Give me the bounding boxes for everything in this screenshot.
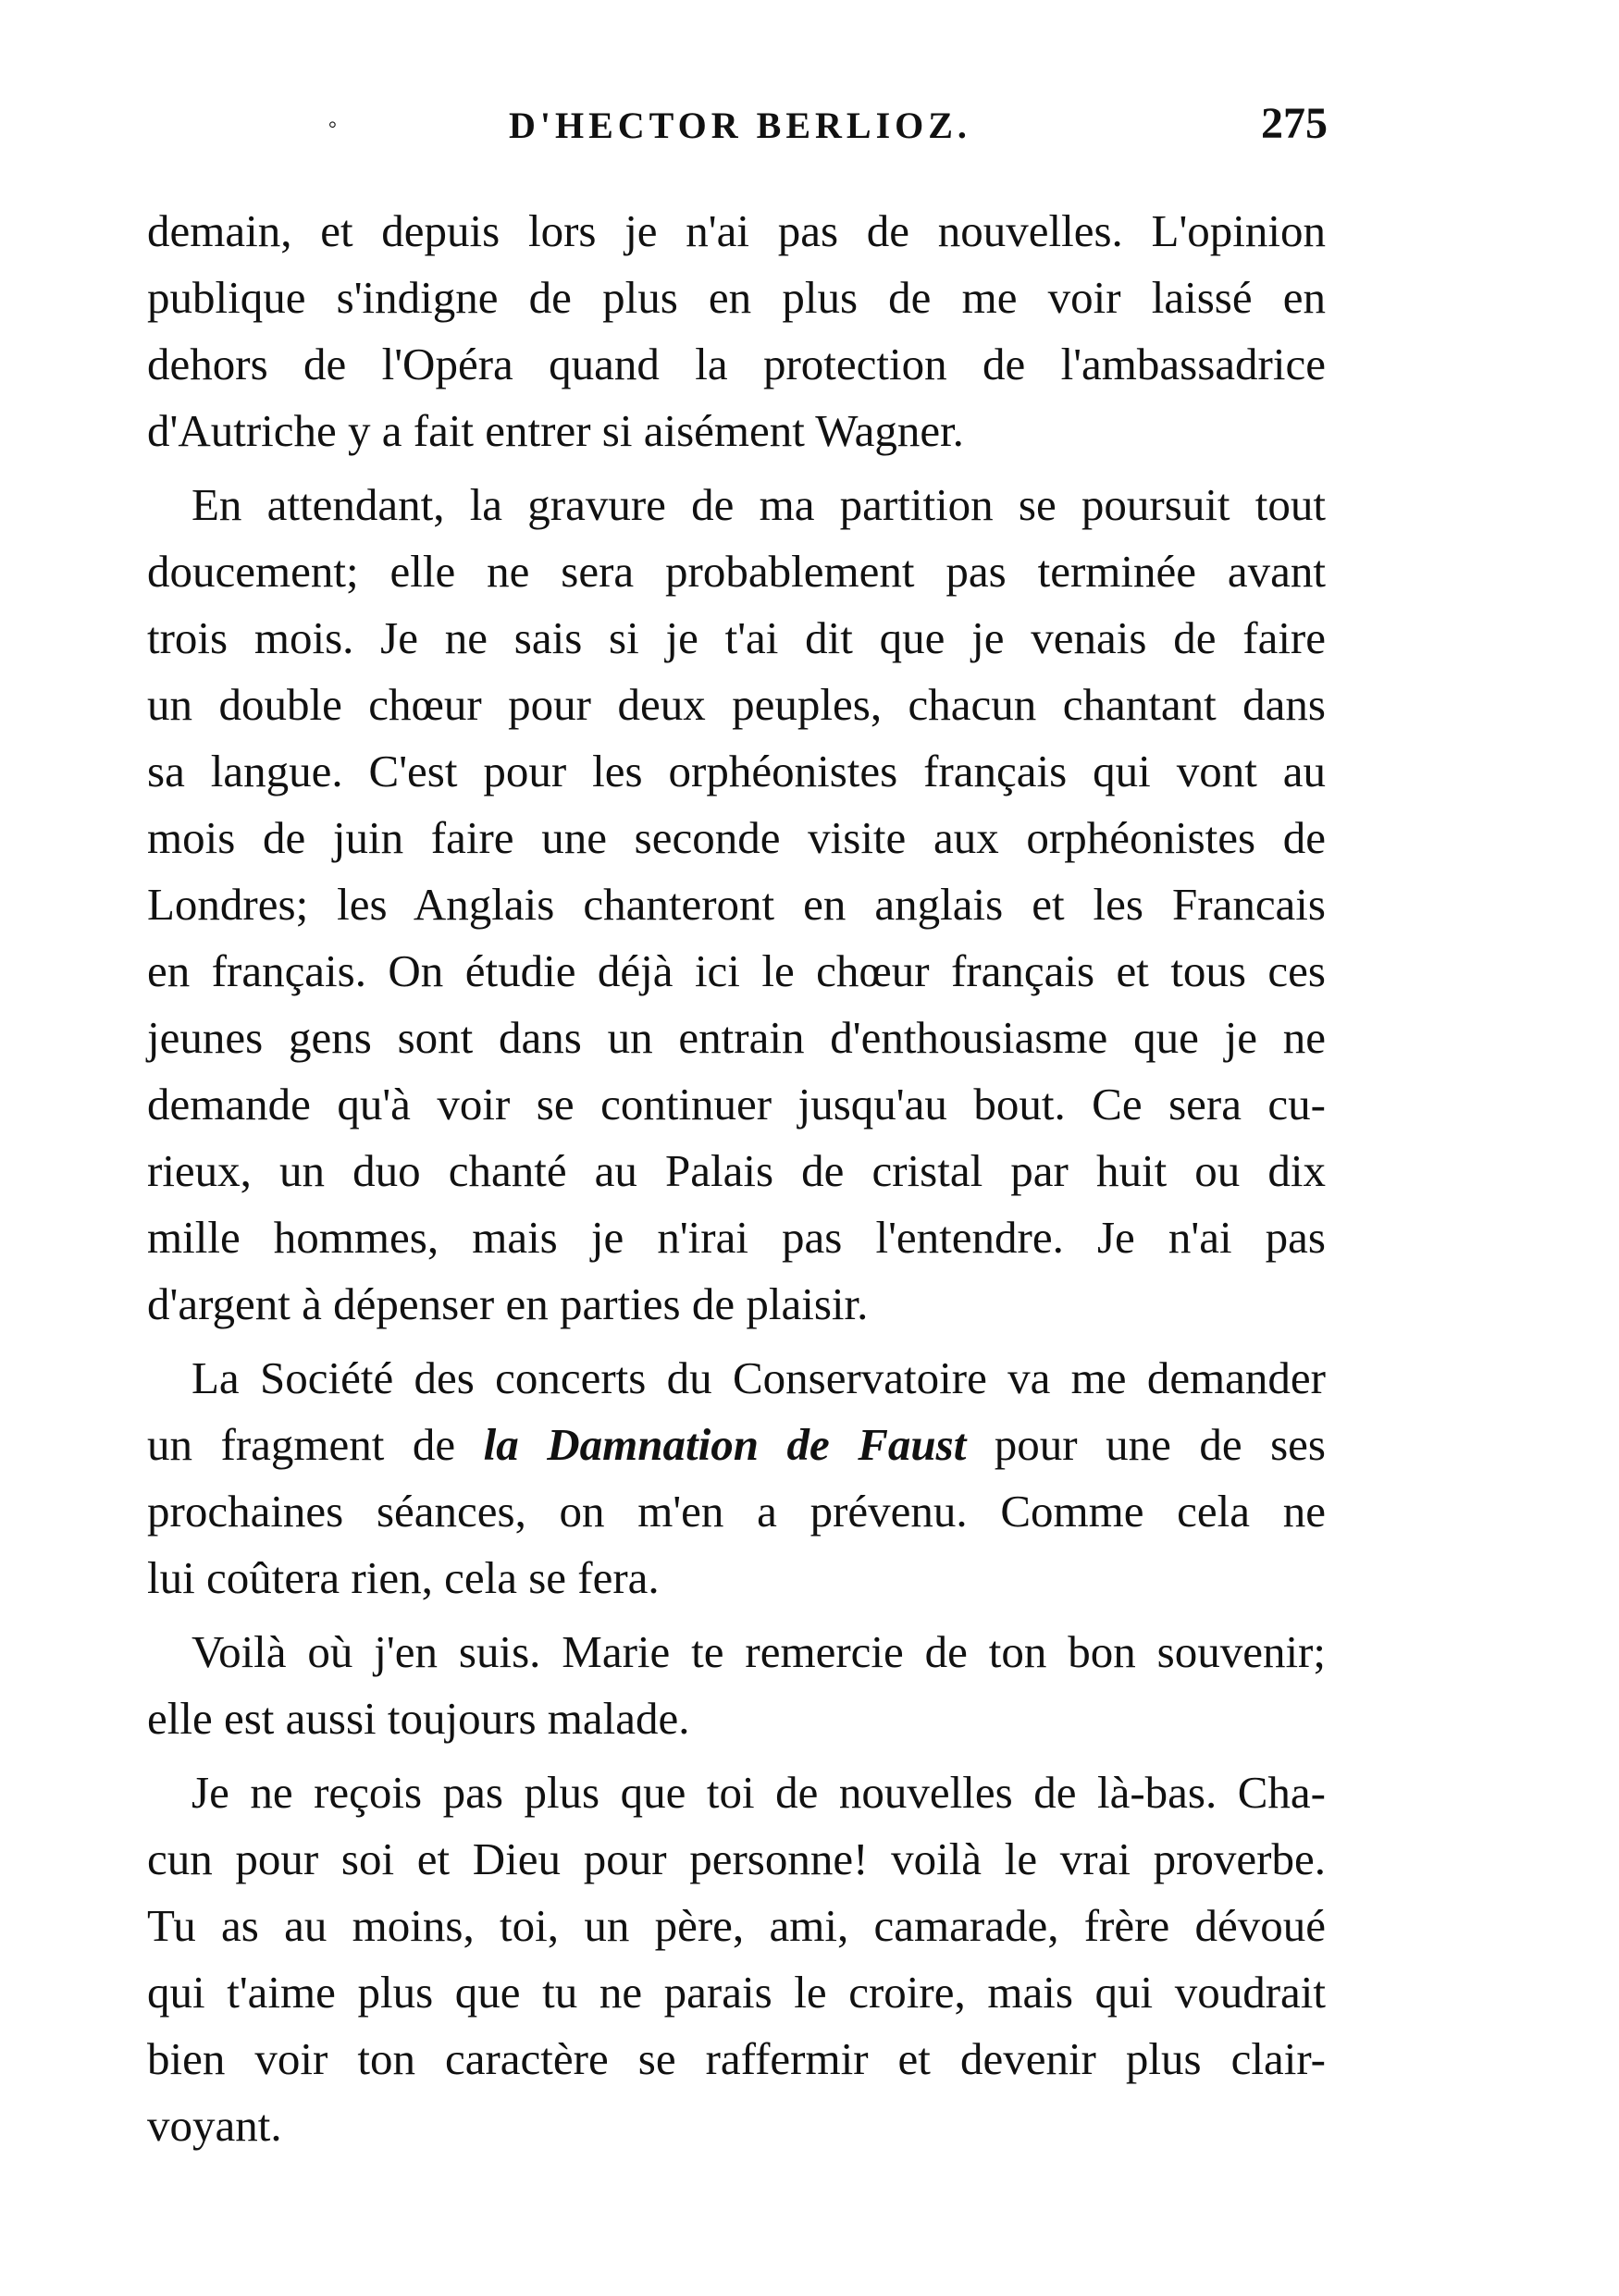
paragraph [147, 1759, 1326, 2159]
text-line: elle est aussi toujours malade. [147, 1693, 690, 1744]
text-segment: pour une de ses [966, 1419, 1327, 1470]
text-line: Voilà où j'en suis. Marie te remercie de ton bon souvenir; [192, 1626, 1326, 1677]
text-line: Tu as au moins, toi, un père, ami, camarade, frère dévoué [147, 1900, 1326, 1951]
text-line: En attendant, la gravure de ma partition se poursuit tout [192, 479, 1326, 530]
text-line: La Société des concerts du Conservatoire va me demander [192, 1352, 1326, 1403]
text-line: bien voir ton caractère se raffermir et devenir plus clair- [147, 2033, 1326, 2084]
paragraph [147, 472, 1326, 1338]
italic-title: la Damnation de Faust [483, 1419, 967, 1470]
page-body [147, 198, 1326, 2166]
text-line: jeunes gens sont dans un entrain d'enthousiasme que je ne [147, 1012, 1326, 1063]
text-line [147, 1412, 1326, 1478]
text-line: d'Autriche y a fait entrer si aisément Wagner. [147, 405, 964, 456]
running-title: D'HECTOR BERLIOZ. [509, 105, 971, 146]
text-line: demande qu'à voir se continuer jusqu'au bout. Ce sera cu- [147, 1079, 1326, 1129]
text-line: Je ne reçois pas plus que toi de nouvelles de là-bas. Cha- [192, 1767, 1326, 1818]
paragraph [147, 1345, 1326, 1611]
page-number: 275 [1261, 99, 1328, 148]
printer-mark: ° [328, 117, 341, 140]
text-line: en français. On étudie déjà ici le chœur français et tous ces [147, 945, 1326, 996]
text-line: doucement; elle ne sera probablement pas terminée avant [147, 546, 1326, 597]
paragraph [147, 198, 1326, 464]
text-line: demain, et depuis lors je n'ai pas de nouvelles. L'opinion [147, 205, 1326, 256]
text-line: qui t'aime plus que tu ne parais le croire, mais qui voudrait [147, 1967, 1326, 2018]
text-line: Londres; les Anglais chanteront en anglais et les Francais [147, 879, 1326, 930]
text-line: cun pour soi et Dieu pour personne! voilà le vrai proverbe. [147, 1833, 1326, 1884]
text-line: un double chœur pour deux peuples, chacun chantant dans [147, 679, 1326, 730]
text-line: dehors de l'Opéra quand la protection de l'ambassadrice [147, 339, 1326, 389]
text-line: prochaines séances, on m'en a prévenu. Comme cela ne [147, 1486, 1326, 1537]
text-line: lui coûtera rien, cela se fera. [147, 1552, 660, 1603]
text-segment: un fragment de [147, 1419, 484, 1470]
text-line: publique s'indigne de plus en plus de me voir laissé en [147, 272, 1326, 323]
text-line: mois de juin faire une seconde visite aux orphéonistes de [147, 812, 1326, 863]
text-line: mille hommes, mais je n'irai pas l'entendre. Je n'ai pas [147, 1212, 1326, 1263]
paragraph [147, 1619, 1326, 1752]
text-line: sa langue. C'est pour les orphéonistes français qui vont au [147, 746, 1326, 796]
text-line: trois mois. Je ne sais si je t'ai dit que je venais de faire [147, 612, 1326, 663]
text-line: voyant. [147, 2100, 282, 2151]
running-header [328, 99, 1328, 159]
text-line: rieux, un duo chanté au Palais de cristal par huit ou dix [147, 1145, 1326, 1196]
text-line: d'argent à dépenser en parties de plaisir. [147, 1278, 869, 1329]
